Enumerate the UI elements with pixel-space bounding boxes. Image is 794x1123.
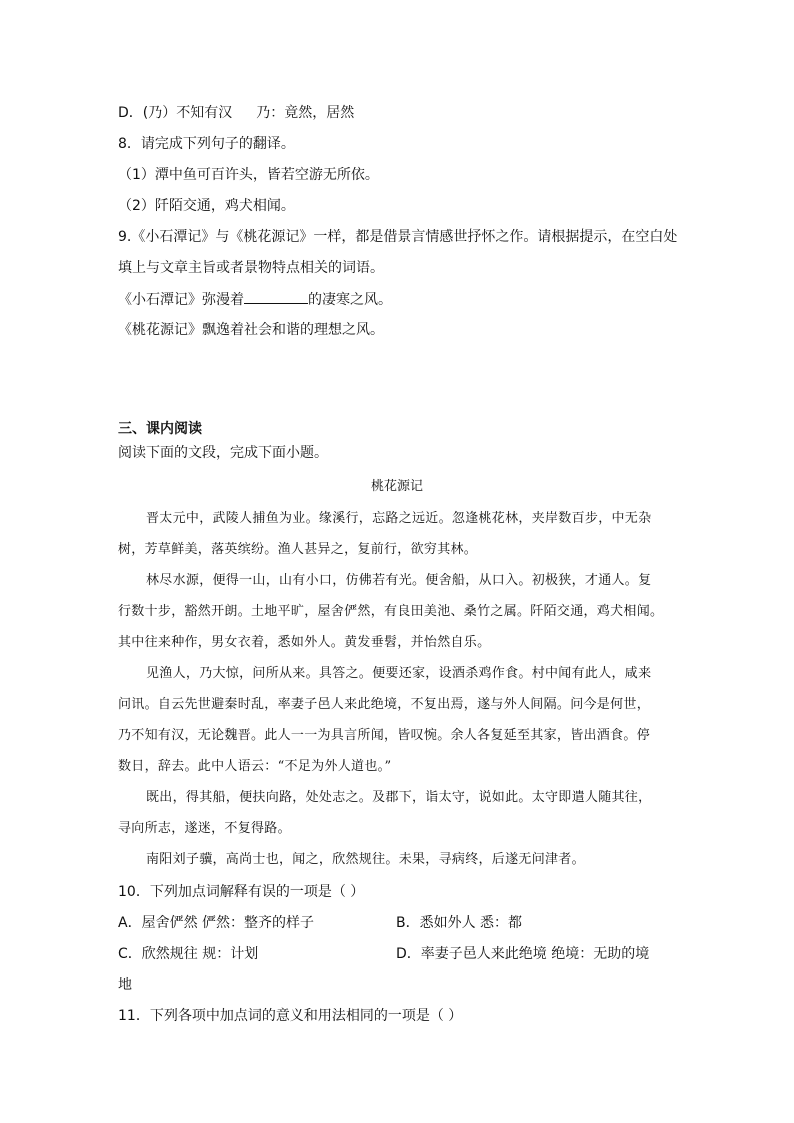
- q7-option-d: [118, 103, 354, 123]
- passage-line: 行数十步，豁然开朗。土地平旷，屋舍俨然，有良田美池、桑竹之属。阡陌交通，鸡犬相闻。: [118, 604, 664, 619]
- q9-stem-line-1: 9.《小石潭记》与《桃花源记》一样，都是借景言情感世抒怀之作。请根据提示，在空白处: [118, 229, 678, 245]
- q11-stem: 11．下列各项中加点词的意义和用法相同的一项是（ ）: [118, 1008, 463, 1024]
- passage-line: 林尽水源，便得一山，山有小口，仿佛若有光。便舍船，从口入。初极狭，才通人。复: [146, 573, 652, 588]
- passage-line: 乃不知有汉，无论魏晋。此人一一为具言所闻，皆叹惋。余人各复延至其家，皆出酒食。停: [118, 728, 651, 743]
- q10-option-d-continued: 地: [118, 977, 132, 993]
- q8-item-2: （2）阡陌交通，鸡犬相闻。: [118, 198, 295, 214]
- passage-line: 晋太元中，武陵人捕鱼为业。缘溪行，忘路之远近。忽逢桃花林，夹岸数百步，中无杂: [146, 511, 652, 526]
- passage-line: 南阳刘子骥，高尚士也，闻之，欣然规往。未果，寻病终，后遂无问津者。: [146, 852, 585, 867]
- q10-stem: 10．下列加点词解释有误的一项是（ ）: [118, 884, 365, 900]
- q9-stem-line-2: 填上与文章主旨或者景物特点相关的词语。: [118, 260, 384, 276]
- q10-option-a[interactable]: A．屋舍俨然 俨然：整齐的样子: [118, 915, 315, 931]
- passage-line: 问讯。自云先世避秦时乱，率妻子邑人来此绝境，不复出焉，遂与外人间隔。问今是何世，: [118, 697, 651, 712]
- q9-fill-1-before: 《小石潭记》弥漫着: [118, 292, 244, 308]
- q9-fill-2: 《桃花源记》飘逸着社会和谐的理想之风。: [118, 322, 384, 338]
- passage-line: 树，芳草鲜美，落英缤纷。渔人甚异之，复前行，欲穷其林。: [118, 542, 478, 557]
- q9-fill-1-after: 的凄寒之风。: [308, 292, 392, 308]
- section-instruction: 阅读下面的文段，完成下面小题。: [118, 445, 328, 461]
- q7-option-d-label: D．(乃）不知有汉: [118, 105, 233, 121]
- q10-option-c[interactable]: C．欣然规往 规：计划: [118, 946, 259, 962]
- passage-title: 桃花源记: [370, 479, 423, 494]
- q10-option-d[interactable]: D．率妻子邑人来此绝境 绝境：无助的境: [396, 946, 650, 962]
- passage-line: 既出，得其船，便扶向路，处处志之。及郡下，诣太守，说如此。太守即遣人随其往，: [146, 790, 652, 805]
- q7-option-d-gloss: 乃：竟然，居然: [256, 105, 355, 121]
- passage-line: 见渔人，乃大惊，问所从来。具答之。便要还家，设酒杀鸡作食。村中闻有此人，咸来: [146, 666, 652, 681]
- passage-line: 数日，辞去。此中人语云：“不足为外人道也。”: [118, 759, 392, 774]
- q8-item-1: （1）潭中鱼可百许头，皆若空游无所依。: [118, 167, 379, 183]
- passage-line: 其中往来种作，男女衣着，悉如外人。黄发垂髫，并怡然自乐。: [118, 635, 491, 650]
- q9-fill-1: [118, 289, 392, 310]
- passage-line: 寻向所志，遂迷，不复得路。: [118, 821, 291, 836]
- q9-answer-blank[interactable]: [244, 289, 308, 304]
- section-heading: 三、课内阅读: [118, 421, 202, 437]
- q8-stem: 8．请完成下列句子的翻译。: [118, 136, 295, 152]
- q10-option-b[interactable]: B．悉如外人 悉：都: [396, 915, 523, 931]
